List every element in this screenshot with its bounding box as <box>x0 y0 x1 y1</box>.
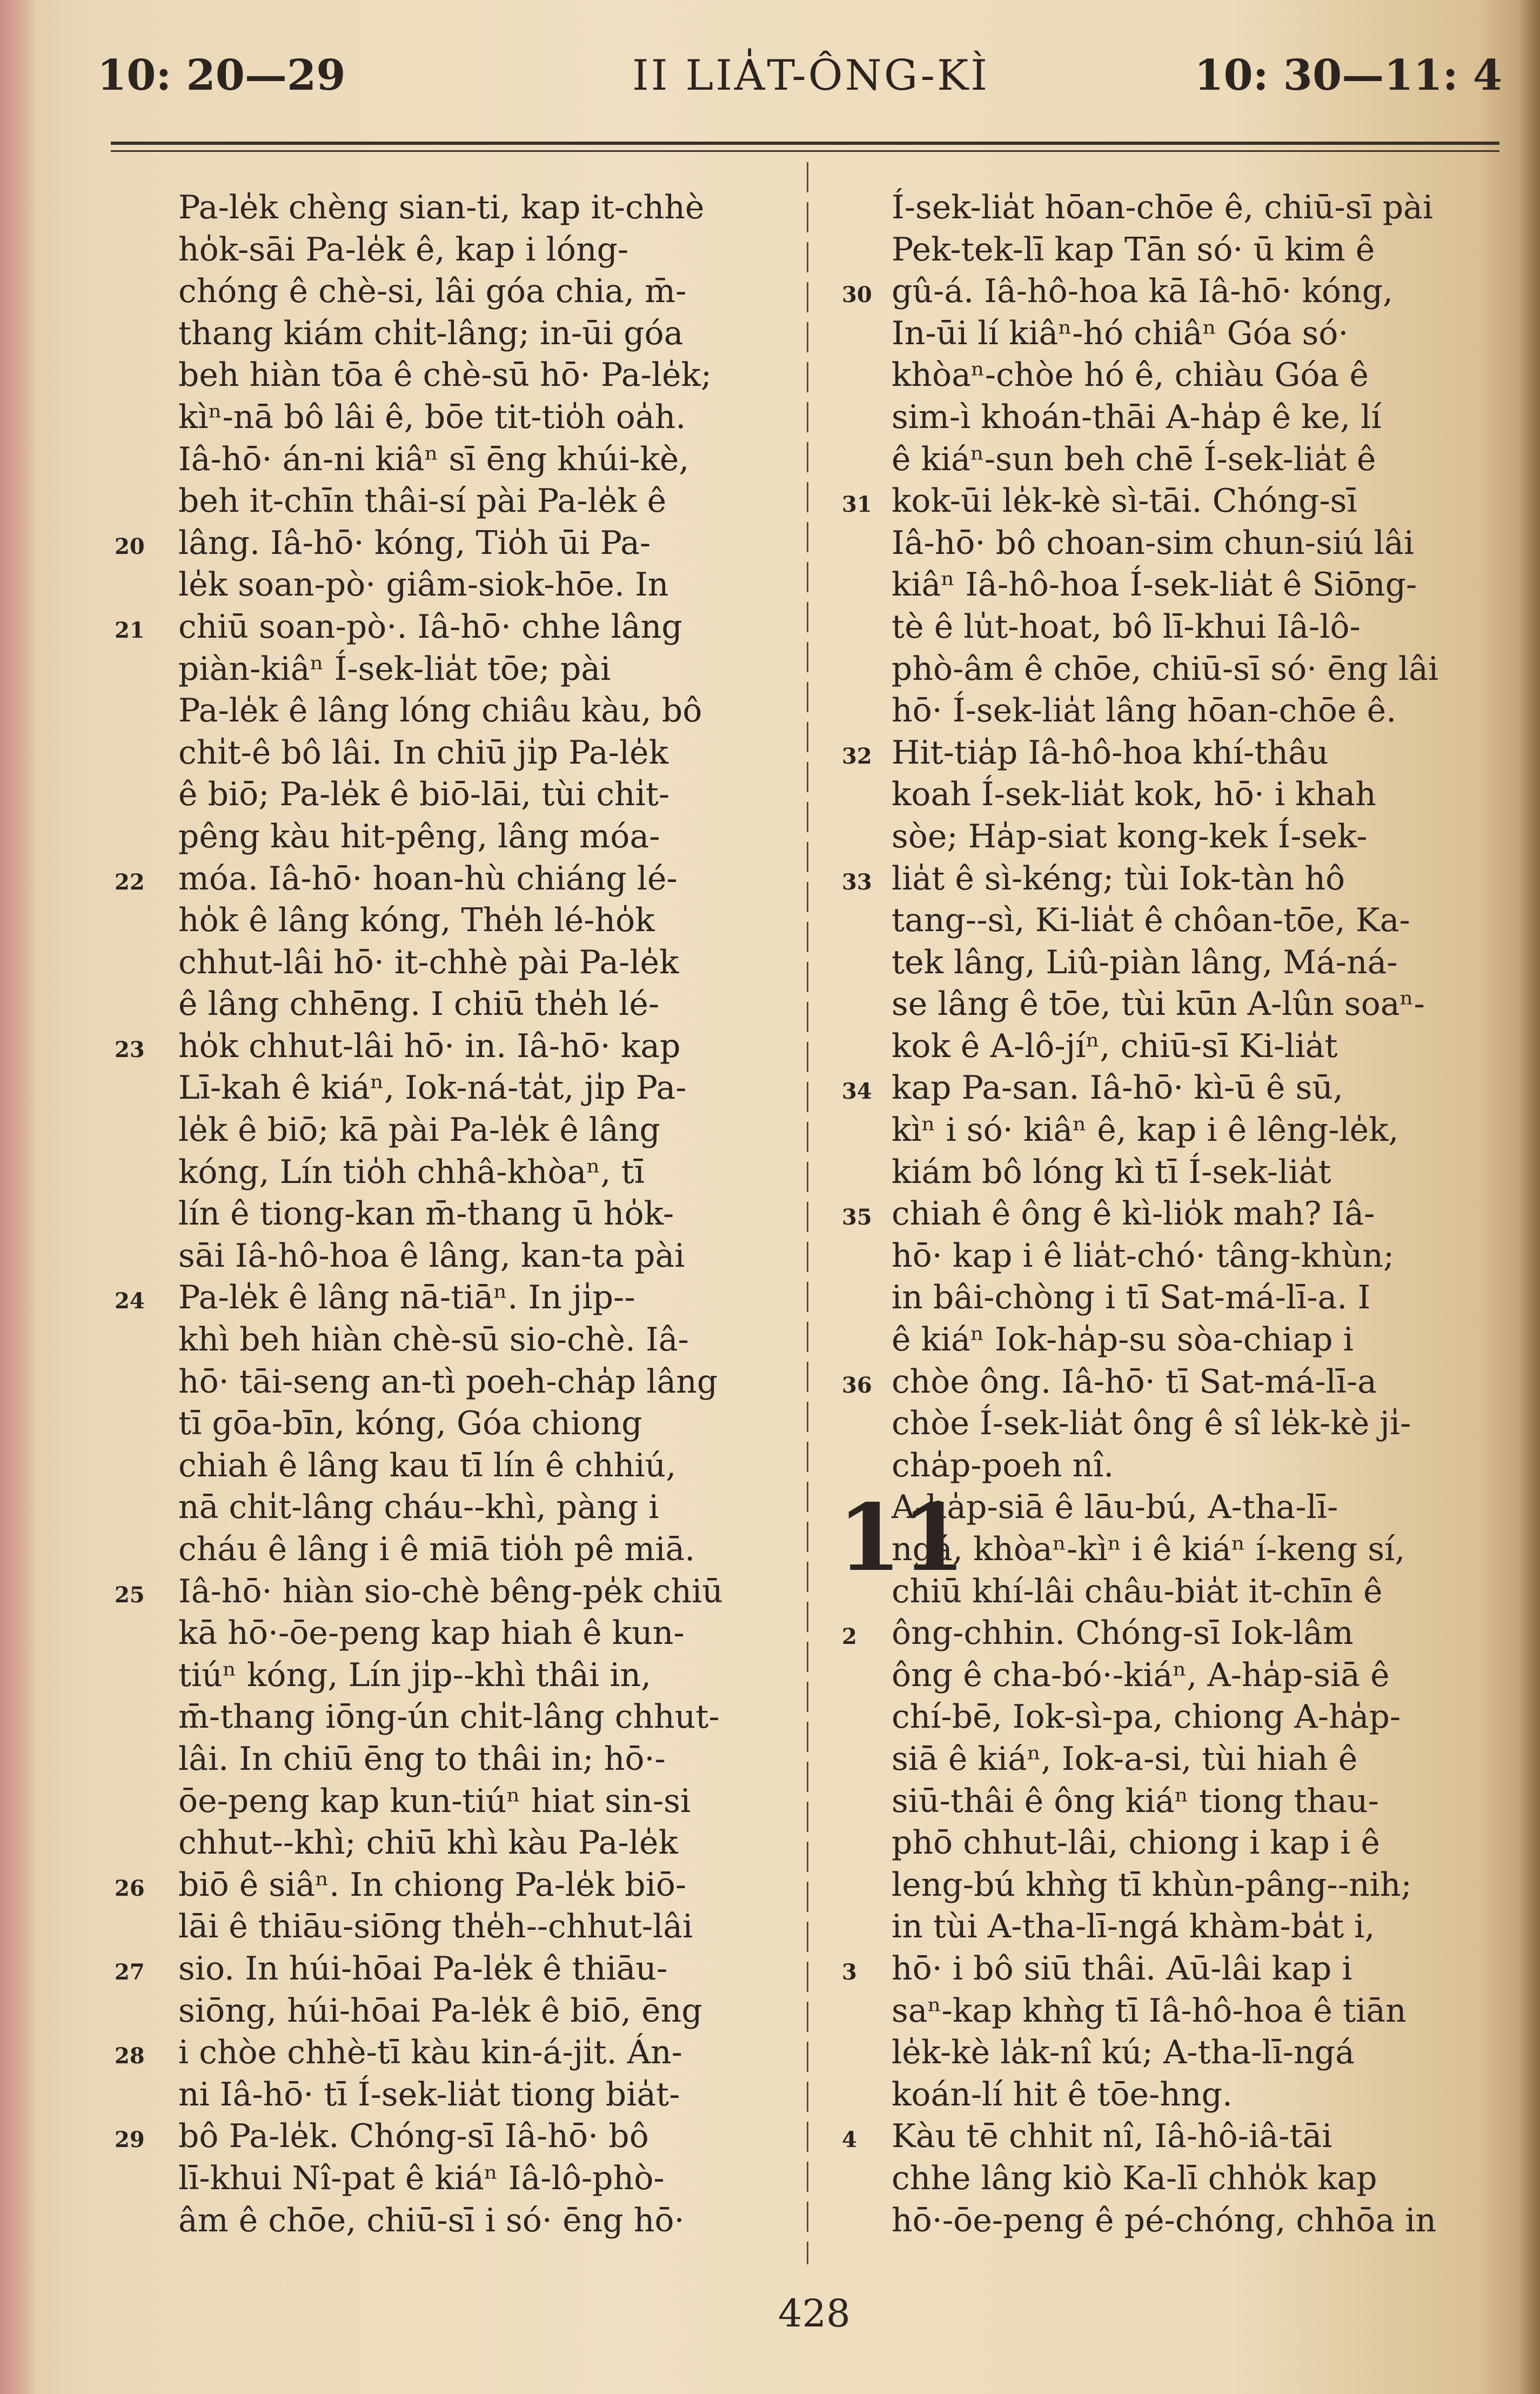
text-line <box>892 564 1502 606</box>
line-text: hō· Í-sek-lia̍t lâng hōan-chōe ê. <box>892 692 1397 730</box>
text-line <box>178 942 784 984</box>
verse-number: 22 <box>115 869 145 895</box>
text-line <box>892 2074 1502 2116</box>
line-text: koah Í-sek-lia̍t kok, hō· i khah <box>892 775 1376 814</box>
text-line <box>892 816 1502 858</box>
text-line <box>842 858 1502 900</box>
line-text: Pa-le̍k chèng sian-ti, kap it-chhè <box>178 189 705 226</box>
verse-number: 25 <box>115 1582 145 1608</box>
text-line <box>178 1696 784 1738</box>
text-line <box>892 1026 1502 1068</box>
line-text: ho̍k-sāi Pa-le̍k ê, kap i lóng- <box>178 230 629 269</box>
line-text: sāi Iâ-hô-hoa ê lâng, kan-ta pài <box>178 1236 685 1275</box>
verse-number: 4 <box>842 2127 857 2153</box>
line-text: hō· tāi-seng an-tì poeh-cha̍p lâng <box>178 1362 718 1401</box>
line-text: siōng, húi-hōai Pa-le̍k ê biō, ēng <box>178 1991 702 2030</box>
text-line <box>178 1738 784 1781</box>
text-line <box>892 439 1502 481</box>
text-line <box>178 1487 784 1529</box>
text-line <box>842 480 1502 523</box>
text-line <box>178 648 784 691</box>
line-text: in bâi-chòng i tī Sat-má-lī-a. I <box>892 1279 1371 1317</box>
line-text: nā chi̍t-lâng cháu--khì, pàng i <box>178 1488 659 1527</box>
text-line <box>892 187 1502 229</box>
text-line <box>178 2074 784 2116</box>
text-line <box>115 1864 784 1907</box>
line-text: Hit-tia̍p Iâ-hô-hoa khí-thâu <box>892 733 1329 772</box>
text-line <box>892 690 1502 732</box>
line-text: kìⁿ i só· kiâⁿ ê, kap i ê lêng-le̍k, <box>892 1111 1399 1149</box>
text-line <box>892 397 1502 439</box>
line-text: lāi ê thiāu-siōng the̍h--chhut-lâi <box>178 1908 693 1946</box>
verse-number: 32 <box>842 743 872 769</box>
verse-number: 31 <box>842 492 872 518</box>
line-text: hō·-ōe-peng ê pé-chóng, chhōa in <box>892 2201 1437 2239</box>
text-line <box>178 1529 784 1571</box>
line-text: ông ê cha-bó·-kiáⁿ, A-ha̍p-siā ê <box>892 1656 1390 1694</box>
line-text: kok-ūi le̍k-kè sì-tāi. Chóng-sī <box>892 482 1357 520</box>
verse-number: 3 <box>842 1959 857 1985</box>
text-line <box>178 984 784 1026</box>
verse-number: 33 <box>842 869 872 895</box>
line-text: tè ê lu̍t-hoat, bô lī-khui Iâ-lô- <box>892 607 1361 646</box>
line-text: piàn-kiâⁿ Í-sek-lia̍t tōe; pài <box>178 650 611 688</box>
verse-number: 28 <box>115 2043 145 2069</box>
line-text: Iâ-hō· hiàn sio-chè bêng-pe̍k chiū <box>178 1572 723 1610</box>
text-line <box>178 774 784 816</box>
line-text: kìⁿ-nā bô lâi ê, bōe tit-tio̍h oa̍h. <box>178 398 686 436</box>
line-text: beh hiàn tōa ê chè-sū hō· Pa-le̍k; <box>178 356 712 394</box>
verse-number: 24 <box>115 1288 145 1314</box>
text-line <box>178 732 784 774</box>
text-line <box>892 355 1502 397</box>
text-line <box>178 1067 784 1109</box>
line-text: ông-chhin. Chóng-sī Iok-lâm <box>892 1614 1354 1653</box>
column-divider <box>807 162 808 2264</box>
line-text: hō· kap i ê lia̍t-chó· tâng-khùn; <box>892 1236 1395 1275</box>
line-text: ngá, khòaⁿ-kìⁿ i ê kiáⁿ í-keng sí, <box>892 1530 1405 1568</box>
text-line <box>892 1445 1502 1487</box>
verse-number: 27 <box>115 1959 145 1985</box>
line-text: Pek-tek-lī kap Tān só· ū kim ê <box>892 230 1375 269</box>
text-line <box>178 900 784 942</box>
line-text: siū-thâi ê ông kiáⁿ tiong thau- <box>892 1782 1379 1820</box>
text-line <box>178 480 784 523</box>
verse-number: 26 <box>115 1875 145 1901</box>
text-line <box>892 313 1502 355</box>
text-line <box>178 2200 784 2242</box>
line-text: bô Pa-le̍k. Chóng-sī Iâ-hō· bô <box>178 2117 649 2156</box>
verse-number: 29 <box>115 2127 145 2153</box>
text-line <box>842 1948 1502 1990</box>
text-line <box>842 1193 1502 1235</box>
text-line <box>178 564 784 606</box>
line-text: kā hō·-ōe-peng kap hiah ê kun- <box>178 1614 685 1653</box>
text-line <box>115 1026 784 1068</box>
text-line <box>178 1152 784 1194</box>
text-line <box>892 2158 1502 2200</box>
line-text: Pa-le̍k ê lâng nā-tiāⁿ. In ji̍p-- <box>178 1279 635 1317</box>
line-text: ōe-peng kap kun-tiúⁿ hiat sin-si <box>178 1782 691 1820</box>
line-text: chi̍t-ê bô lâi. In chiū ji̍p Pa-le̍k <box>178 733 668 772</box>
line-text: âm ê chōe, chiū-sī i só· ēng hō· <box>178 2201 685 2239</box>
text-line <box>892 1696 1502 1738</box>
line-text: lín ê tiong-kan m̄-thang ū ho̍k- <box>178 1195 674 1233</box>
line-text: lâng. Iâ-hō· kóng, Tio̍h ūi Pa- <box>178 524 651 562</box>
line-text: chhut-lâi hō· it-chhè pài Pa-le̍k <box>178 943 679 981</box>
text-line <box>115 523 784 565</box>
line-text: Pa-le̍k ê lâng lóng chiâu kàu, bô <box>178 692 702 730</box>
line-text: chiū soan-pò·. Iâ-hō· chhe lâng <box>178 607 682 646</box>
text-line <box>892 606 1502 648</box>
text-line <box>178 1655 784 1697</box>
page-number: 428 <box>778 2291 851 2336</box>
text-line <box>178 1781 784 1823</box>
text-line <box>115 606 784 648</box>
text-line <box>892 900 1502 942</box>
line-text: sim-ì khoán-thāi A-ha̍p ê ke, lí <box>892 398 1382 436</box>
text-line <box>842 732 1502 774</box>
text-line <box>178 1193 784 1235</box>
line-text: Lī-kah ê kiáⁿ, Iok-ná-ta̍t, ji̍p Pa- <box>178 1069 687 1107</box>
line-text: kap Pa-san. Iâ-hō· kì-ū ê sū, <box>892 1069 1343 1107</box>
verse-number: 35 <box>842 1205 872 1231</box>
left-text-column <box>115 187 784 2242</box>
text-line <box>892 1738 1502 1781</box>
text-line <box>178 1613 784 1655</box>
text-line <box>178 816 784 858</box>
line-text: ê kiáⁿ Iok-ha̍p-su sòa-chiap i <box>892 1321 1354 1359</box>
line-text: le̍k ê biō; kā pài Pa-le̍k ê lâng <box>178 1111 660 1149</box>
text-line <box>115 2032 784 2074</box>
text-line <box>178 439 784 481</box>
line-text: hō· i bô siū thâi. Aū-lâi kap i <box>892 1949 1352 1988</box>
text-line <box>178 2158 784 2200</box>
text-line <box>178 1990 784 2032</box>
line-text: kiám bô lóng kì tī Í-sek-lia̍t <box>892 1153 1331 1191</box>
line-text: gû-á. Iâ-hô-hoa kā Iâ-hō· kóng, <box>892 272 1394 311</box>
text-line <box>178 1319 784 1361</box>
line-text: chòe Í-sek-lia̍t ông ê sî le̍k-kè ji̍- <box>892 1405 1411 1443</box>
text-line <box>842 1361 1502 1403</box>
line-text: i chòe chhè-tī kàu kin-á-ji̍t. Án- <box>178 2034 682 2072</box>
line-text: lī-khui Nî-pat ê kiáⁿ Iâ-lô-phò- <box>178 2159 665 2197</box>
text-line <box>178 1361 784 1403</box>
line-text: In-ūi lí kiâⁿ-hó chiâⁿ Góa só· <box>892 314 1349 352</box>
line-text: chhe lâng kiò Ka-lī chho̍k kap <box>892 2159 1377 2197</box>
text-line <box>178 313 784 355</box>
text-line <box>178 1445 784 1487</box>
text-line <box>178 1235 784 1278</box>
line-text: chòe ông. Iâ-hō· tī Sat-má-lī-a <box>892 1362 1377 1401</box>
line-text: phò-âm ê chōe, chiū-sī só· ēng lâi <box>892 650 1439 688</box>
text-line <box>892 1235 1502 1278</box>
text-line <box>892 942 1502 984</box>
verse-number: 30 <box>842 282 872 308</box>
line-text: tiúⁿ kóng, Lín ji̍p--khì thâi in, <box>178 1656 652 1694</box>
line-text: móa. Iâ-hō· hoan-hù chiáng lé- <box>178 859 678 898</box>
line-text: sio. In húi-hōai Pa-le̍k ê thiāu- <box>178 1949 668 1988</box>
text-line <box>892 1152 1502 1194</box>
line-text: cha̍p-poeh nî. <box>892 1446 1114 1484</box>
text-line <box>115 1277 784 1319</box>
line-text: khòaⁿ-chòe hó ê, chiàu Góa ê <box>892 356 1369 394</box>
line-text: chiah ê ông ê kì-lio̍k mah? Iâ- <box>892 1195 1375 1233</box>
text-line <box>842 1067 1502 1109</box>
text-line <box>892 774 1502 816</box>
line-text: ê biō; Pa-le̍k ê biō-lāi, tùi chi̍t- <box>178 775 670 814</box>
line-text: koán-lí hit ê tōe-hng. <box>892 2075 1233 2114</box>
line-text: ho̍k ê lâng kóng, The̍h lé-ho̍k <box>178 901 655 940</box>
text-line <box>892 1655 1502 1697</box>
header-rule-thick <box>111 142 1499 145</box>
text-line <box>892 1990 1502 2032</box>
text-line <box>892 1403 1502 1445</box>
line-text: A-ha̍p-siā ê lāu-bú, A-tha-lī- <box>892 1488 1338 1527</box>
text-line <box>892 1864 1502 1907</box>
text-line <box>892 1571 1502 1613</box>
text-line <box>115 858 784 900</box>
text-line <box>892 984 1502 1026</box>
line-text: chóng ê chè-si, lâi góa chia, m̄- <box>178 272 687 311</box>
text-line <box>178 1403 784 1445</box>
text-line <box>178 229 784 271</box>
verse-number: 36 <box>842 1372 872 1398</box>
text-line <box>892 648 1502 691</box>
verse-number: 21 <box>115 617 145 643</box>
header-book-title: II LIA̍T-ÔNG-KÌ <box>632 51 990 100</box>
line-text: cháu ê lâng i ê miā tio̍h pê miā. <box>178 1530 695 1568</box>
line-text: chiū khí-lâi châu-bia̍t it-chīn ê <box>892 1572 1383 1610</box>
text-line <box>842 271 1502 313</box>
line-text: kiâⁿ Iâ-hô-hoa Í-sek-lia̍t ê Siōng- <box>892 566 1417 604</box>
text-line <box>892 2032 1502 2074</box>
text-line <box>892 1319 1502 1361</box>
text-line <box>892 1822 1502 1864</box>
line-text: le̍k-kè la̍k-nî kú; A-tha-lī-ngá <box>892 2034 1355 2072</box>
line-text: chiah ê lâng kau tī lín ê chhiú, <box>178 1446 677 1484</box>
text-line <box>178 1906 784 1948</box>
verse-number: 20 <box>115 533 145 559</box>
text-line <box>892 1109 1502 1152</box>
line-text: pêng kàu hit-pêng, lâng móa- <box>178 817 660 855</box>
line-text: beh it-chīn thâi-sí pài Pa-le̍k ê <box>178 482 667 520</box>
line-text: lia̍t ê sì-kéng; tùi Iok-tàn hô <box>892 859 1345 898</box>
text-line <box>892 523 1502 565</box>
line-text: m̄-thang iōng-ún chi̍t-lâng chhut- <box>178 1698 720 1736</box>
line-text: siā ê kiáⁿ, Iok-a-si, tùi hiah ê <box>892 1740 1358 1778</box>
line-text: Í-sek-lia̍t hōan-chōe ê, chiū-sī pài <box>892 189 1434 226</box>
chapter-number: 11 <box>838 1484 966 1593</box>
text-line <box>892 1277 1502 1319</box>
line-text: se lâng ê tōe, tùi kūn A-lûn soaⁿ- <box>892 985 1425 1024</box>
text-line <box>178 690 784 732</box>
line-text: ni Iâ-hō· tī Í-sek-lia̍t tiong bia̍t- <box>178 2075 680 2114</box>
line-text: Iâ-hō· án-ni kiâⁿ sī ēng khúi-kè, <box>178 440 689 478</box>
running-header <box>0 51 1540 100</box>
verse-number: 23 <box>115 1036 145 1062</box>
line-text: tī gōa-bīn, kóng, Góa chiong <box>178 1405 642 1443</box>
header-rule-thin <box>111 150 1499 152</box>
page-edge-stain <box>0 0 38 2394</box>
header-right-reference: 10: 30—11: 4 <box>1194 51 1502 100</box>
line-text: leng-bú khǹg tī khùn-pâng--nih; <box>892 1865 1412 1904</box>
line-text: kóng, Lín tio̍h chhâ-khòaⁿ, tī <box>178 1153 645 1191</box>
page-edge-shadow <box>1518 0 1540 2394</box>
line-text: le̍k soan-pò· giâm-siok-hōe. In <box>178 566 669 604</box>
text-line <box>178 1109 784 1152</box>
text-line <box>178 271 784 313</box>
line-text: thang kiám chi̍t-lâng; in-ūi góa <box>178 314 684 352</box>
line-text: ê kiáⁿ-sun beh chē Í-sek-lia̍t ê <box>892 440 1376 478</box>
line-text: tek lâng, Liû-piàn lâng, Má-ná- <box>892 943 1398 981</box>
line-text: in tùi A-tha-lī-ngá khàm-ba̍t i, <box>892 1908 1375 1946</box>
text-line <box>115 2116 784 2158</box>
right-text-column <box>838 187 1502 2242</box>
line-text: ê lâng chhēng. I chiū the̍h lé- <box>178 985 660 1024</box>
line-text: biō ê siâⁿ. In chiong Pa-le̍k biō- <box>178 1865 687 1904</box>
line-text: tang--sì, Ki-lia̍t ê chôan-tōe, Ka- <box>892 901 1410 940</box>
line-text: Kàu tē chhit nî, Iâ-hô-iâ-tāi <box>892 2117 1333 2156</box>
text-line <box>842 1613 1502 1655</box>
text-line <box>115 1948 784 1990</box>
text-line <box>892 229 1502 271</box>
line-text: chhut--khì; chiū khì kàu Pa-le̍k <box>178 1824 678 1862</box>
text-line <box>892 1781 1502 1823</box>
text-line <box>115 1571 784 1613</box>
line-text: khì beh hiàn chè-sū sio-chè. Iâ- <box>178 1321 689 1359</box>
text-line <box>178 187 784 229</box>
line-text: sòe; Ha̍p-siat kong-kek Í-sek- <box>892 817 1368 855</box>
text-line <box>842 2116 1502 2158</box>
line-text: lâi. In chiū ēng to thâi in; hō·- <box>178 1740 666 1778</box>
line-text: phō chhut-lâi, chiong i kap i ê <box>892 1824 1380 1862</box>
line-text: chí-bē, Iok-sì-pa, chiong A-ha̍p- <box>892 1698 1401 1736</box>
text-line <box>178 355 784 397</box>
text-line <box>892 1529 1502 1571</box>
header-left-reference: 10: 20—29 <box>97 51 346 100</box>
text-line <box>178 1822 784 1864</box>
line-text: saⁿ-kap khǹg tī Iâ-hô-hoa ê tiān <box>892 1991 1407 2030</box>
text-line <box>892 2200 1502 2242</box>
verse-number: 2 <box>842 1624 857 1650</box>
line-text: Iâ-hō· bô choan-sim chun-siú lâi <box>892 524 1414 562</box>
line-text: kok ê A-lô-jíⁿ, chiū-sī Ki-lia̍t <box>892 1027 1338 1065</box>
text-line <box>892 1906 1502 1948</box>
verse-number: 34 <box>842 1079 872 1105</box>
line-text: ho̍k chhut-lâi hō· in. Iâ-hō· kap <box>178 1027 681 1065</box>
text-line <box>178 397 784 439</box>
